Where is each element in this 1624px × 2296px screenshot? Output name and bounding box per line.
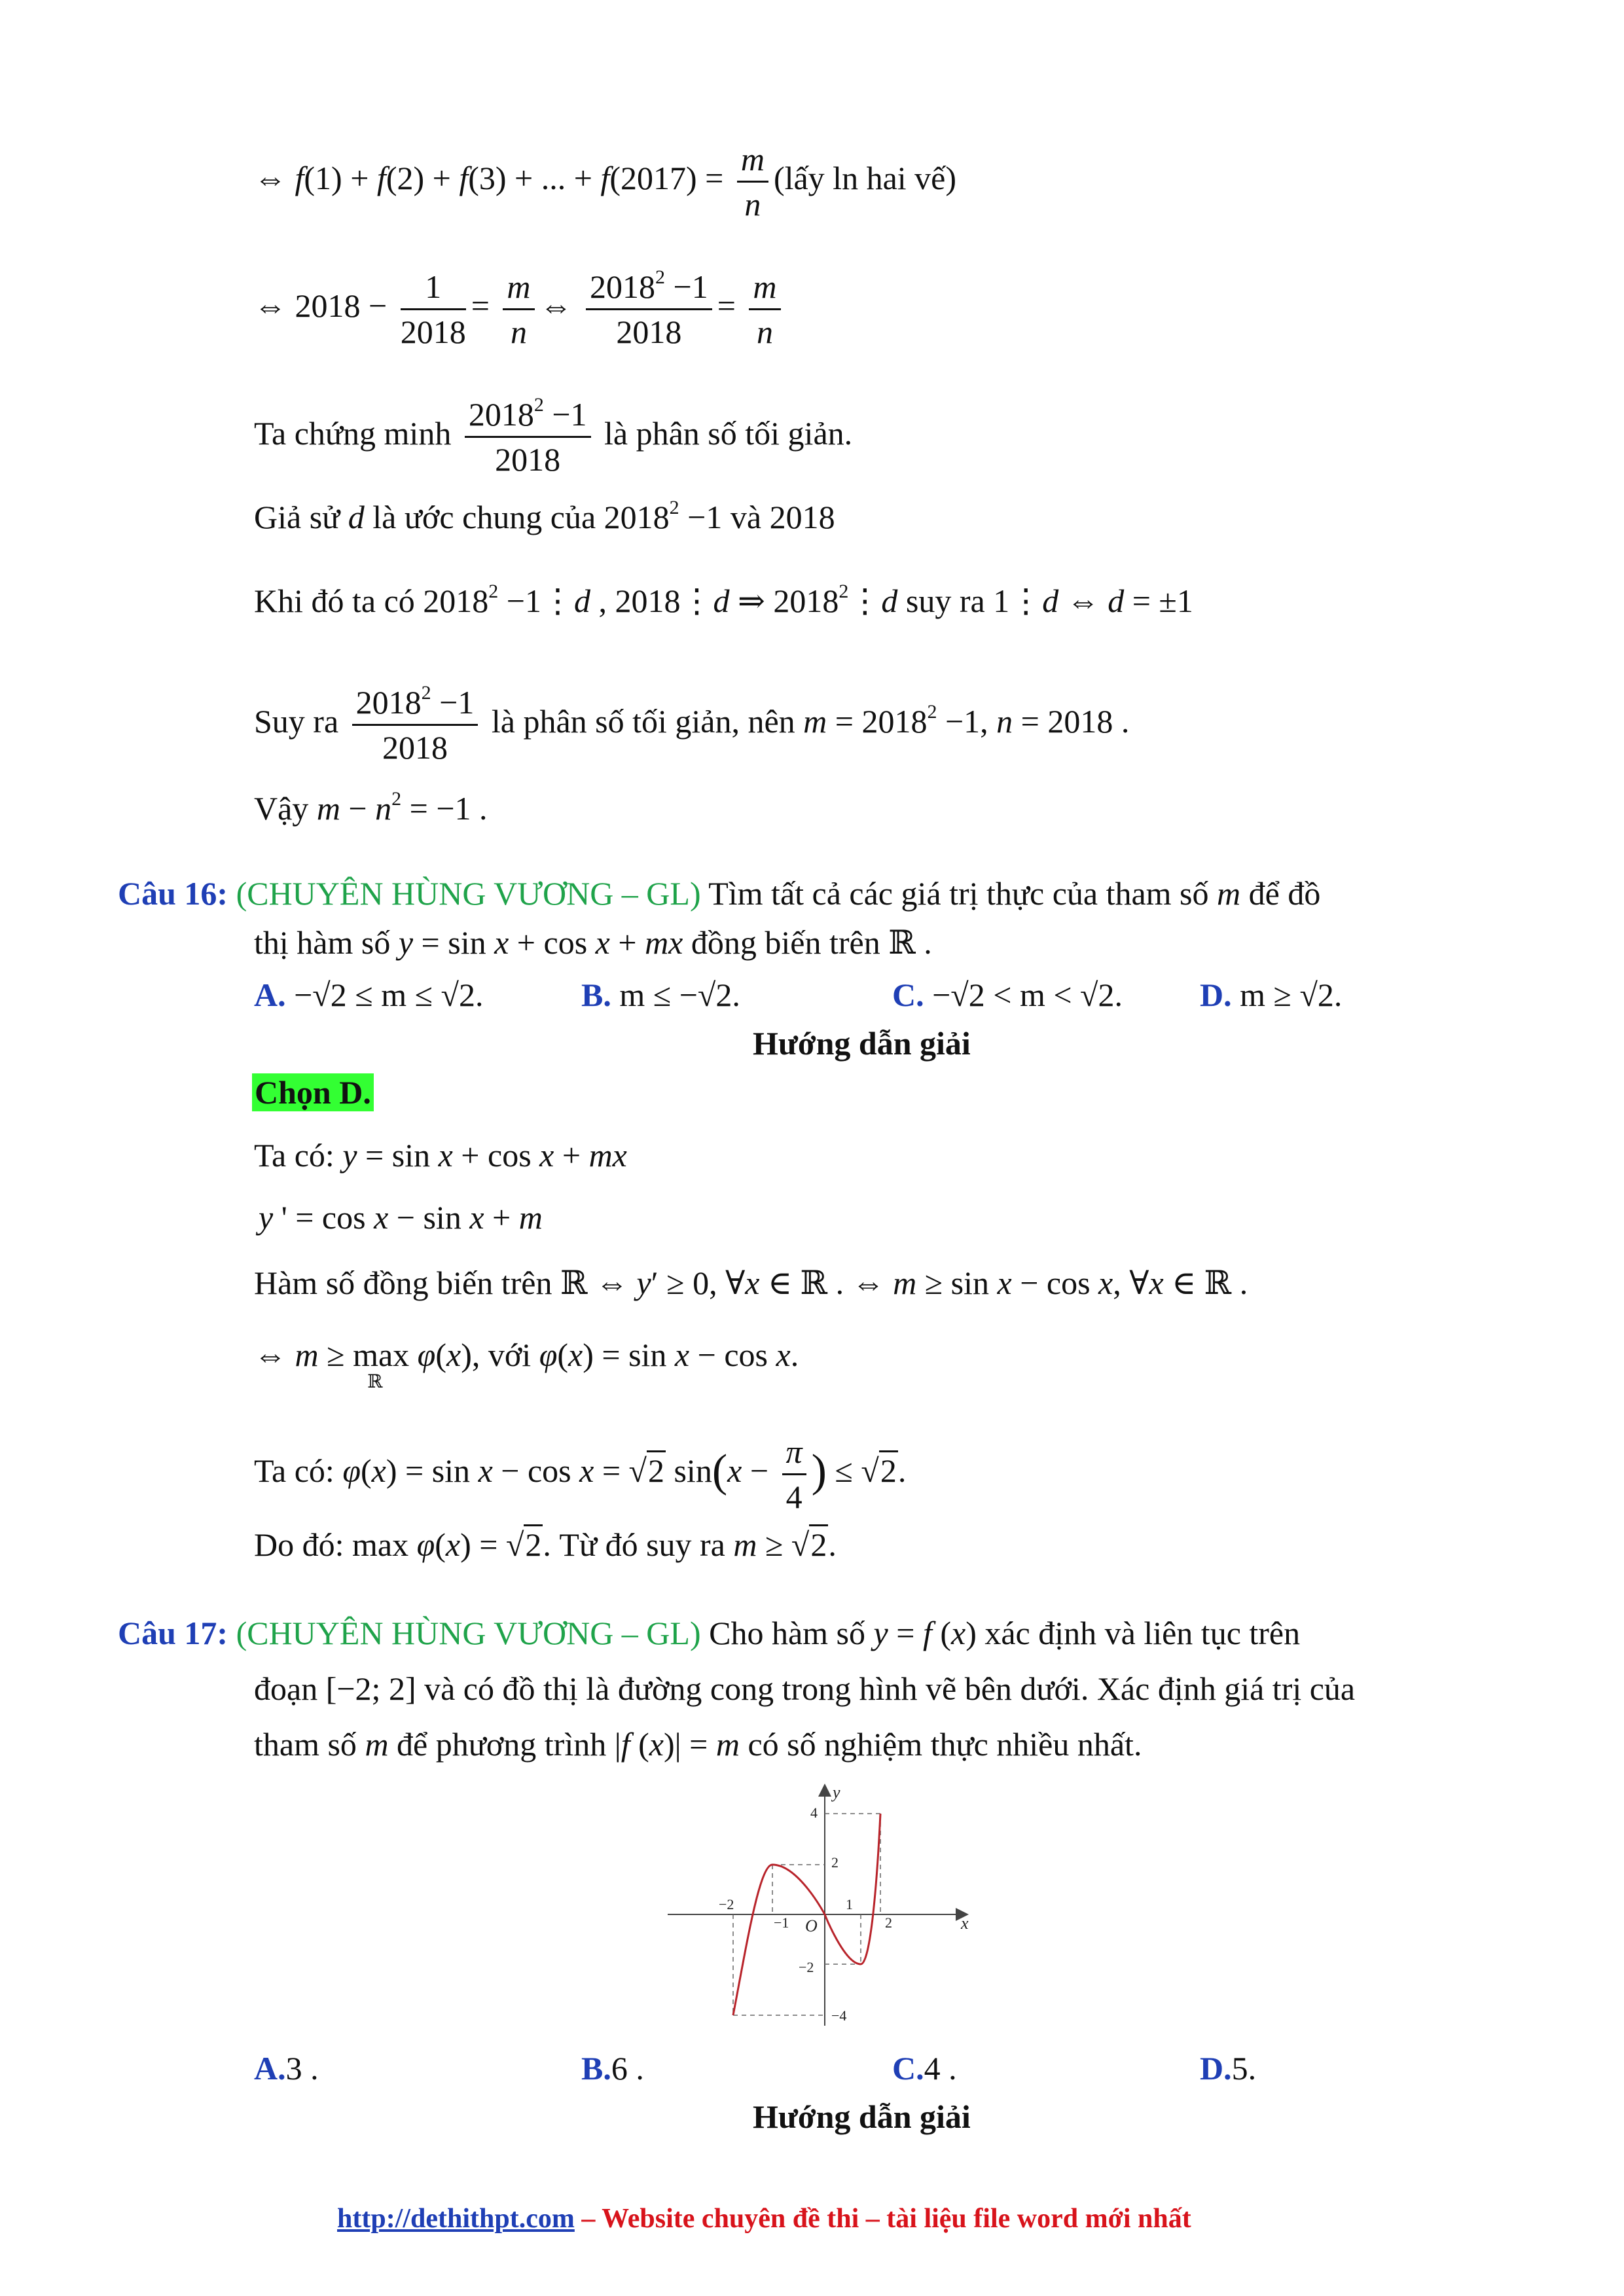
solution-16-line-3: Hàm số đồng biến trên ℝ ⇔ y′ ≥ 0, ∀x ∈ ℝ . ⇔ m ≥ sin x − cos x, ∀x ∈ ℝ . <box>254 1265 1248 1301</box>
tick-ym2: −2 <box>799 1959 814 1975</box>
text-line-3 <box>254 393 852 481</box>
option-b[interactable] <box>581 975 740 1014</box>
tick-y4: 4 <box>810 1804 818 1821</box>
fraction-m-n-3: $\frac{m}{n}$ <box>749 265 780 353</box>
text-line-7: Vậy $m - n^2 = -1$ . <box>254 788 488 827</box>
x-axis-label: x <box>961 1914 969 1933</box>
option-value: 5. <box>1231 2050 1257 2087</box>
option-a[interactable] <box>254 975 483 1014</box>
solution-16-line-4: ⇔ m ≥ max ℝ φ(x), với φ(x) = sin x − cos x. <box>254 1336 799 1392</box>
option-value: 4 . <box>924 2050 957 2087</box>
question-label: Câu 16: <box>118 875 228 912</box>
text-segment: Ta có: <box>254 1137 334 1174</box>
option-letter: A. <box>254 2050 286 2087</box>
solution-16-line-1: Ta có: y = sin x + cos x + mx <box>254 1137 627 1174</box>
text-segment: Từ đó suy ra <box>559 1526 725 1563</box>
text-segment: Do đó: <box>254 1526 344 1563</box>
equation-line-1: ⇔ f(1) + f(2) + f(3) + ... + f(2017) = $\frac{m}{n}$ (lấy ln hai vế) <box>254 137 956 226</box>
question-text: đồng biến trên <box>691 924 880 961</box>
footer <box>337 2203 1191 2234</box>
footer-text: – Website chuyên đề thi – tài liệu file word mới nhất <box>574 2204 1191 2234</box>
function-graph <box>668 1784 988 2032</box>
tick-xm1: −1 <box>774 1914 789 1931</box>
question-text: để đồ <box>1248 875 1321 912</box>
text-line-4: Giả sử d là ước chung của $2018^2 -1$ và 2018 <box>254 497 835 535</box>
question-text: có số nghiệm thực nhiều nhất. <box>748 1726 1142 1763</box>
fraction-2018sq-c: $\frac{2018^2 -1}{2018}$ <box>352 681 478 769</box>
text-segment: là ước chung của <box>372 499 596 535</box>
tick-ym4: −4 <box>831 2007 847 2024</box>
option-value: −√2 < m < √2. <box>932 977 1123 1013</box>
footer-link[interactable]: http://dethithpt.com <box>337 2204 575 2234</box>
tick-xm2: −2 <box>719 1896 734 1912</box>
option-letter: D. <box>1200 2050 1232 2087</box>
option-value: m ≥ √2. <box>1240 977 1343 1013</box>
text-segment: Vậy <box>254 790 309 827</box>
text-segment: Ta chứng minh <box>254 414 452 452</box>
question-source: (CHUYÊN HÙNG VƯƠNG – GL) <box>236 875 701 912</box>
fraction-2018sq: $\frac{2018^2 -1}{2018}$ <box>586 265 712 353</box>
guide-heading-17: Hướng dẫn giải <box>753 2098 971 2135</box>
guide-heading-16: Hướng dẫn giải <box>753 1025 971 1062</box>
question-text: và có đồ thị là đường cong trong hình vẽ bên dưới. Xác định giá trị của <box>424 1670 1356 1707</box>
text-segment: Ta có: <box>254 1452 334 1489</box>
option-letter: C. <box>892 2050 924 2087</box>
question-16-line-1: Câu 16: (CHUYÊN HÙNG VƯƠNG – GL) Tìm tất cả các giá trị thực của tham số m để đồ <box>118 875 1321 912</box>
fraction-m-n-2: $\frac{m}{n}$ <box>503 265 534 353</box>
option-letter: D. <box>1200 977 1232 1013</box>
option-letter: A. <box>254 977 286 1013</box>
text-segment: Giả sử <box>254 499 340 535</box>
text-segment: với <box>488 1336 532 1373</box>
question-17-line-2: đoạn [−2; 2] và có đồ thị là đường cong trong hình vẽ bên dưới. Xác định giá trị của <box>254 1670 1356 1707</box>
question-text: để phương trình <box>397 1726 607 1763</box>
equation-line-2: ⇔ 2018 − $\frac{1}{2018}$ = $\frac{m}{n}$ ⇔ $\frac{2018^2 -1}{2018}$ = $\frac{m}{n}$ <box>254 265 786 353</box>
text-segment: là phân số tối giản, nên <box>491 702 795 740</box>
question-17-line-3: tham số m để phương trình |f (x)| = m có số nghiệm thực nhiều nhất. <box>254 1726 1142 1763</box>
question-17-line-1: Câu 17: (CHUYÊN HÙNG VƯƠNG – GL) Cho hàm số y = f (x) xác định và liên tục trên <box>118 1615 1301 1651</box>
text-segment: là phân số tối giản. <box>604 414 853 452</box>
fraction-1-2018: $\frac{1}{2018}$ <box>401 265 466 353</box>
text-segment: và <box>730 499 762 535</box>
option-d[interactable] <box>1200 2049 1256 2088</box>
text-line-5: Khi đó ta có $2018^2$ −1⋮d , 2018⋮d ⇒ 2018$^2$⋮d suy ra 1⋮d ⇔ d = ±1 <box>254 581 1193 619</box>
question-source: (CHUYÊN HÙNG VƯƠNG – GL) <box>236 1615 701 1651</box>
option-c[interactable] <box>892 975 1123 1014</box>
solution-16-line-2: y ' = cos x − sin x + m <box>259 1199 543 1236</box>
question-text: tham số <box>254 1726 357 1763</box>
note-text: (lấy ln hai vế) <box>773 159 956 196</box>
option-value: 3 . <box>285 2050 319 2087</box>
question-text: Tìm tất cả các giá trị thực của tham số <box>708 875 1209 912</box>
tick-x1: 1 <box>846 1896 853 1912</box>
question-text: Cho hàm số <box>709 1615 866 1651</box>
origin-label: O <box>805 1916 818 1935</box>
solution-16-line-6: Do đó: max φ(x) = √2. Từ đó suy ra m ≥ √2. <box>254 1525 837 1564</box>
tick-x2: 2 <box>885 1914 892 1931</box>
question-text: thị hàm số <box>254 924 391 961</box>
answer-highlight-16: Chọn D. <box>252 1073 374 1111</box>
text-segment: Hàm số đồng biến trên <box>254 1265 552 1301</box>
y-axis-label: y <box>833 1784 840 1802</box>
solution-16-line-5: Ta có: φ(x) = sin x − cos x = √2 sin(x − $\frac{\pi}{4}$ ) ≤ √2. <box>254 1430 906 1518</box>
option-value: m ≤ −√2. <box>619 977 740 1013</box>
option-letter: B. <box>581 2050 611 2087</box>
text-segment: Khi đó ta có <box>254 583 415 619</box>
fraction-2018sq-b: $\frac{2018^2 -1}{2018}$ <box>465 393 591 481</box>
option-a[interactable] <box>254 2049 319 2088</box>
fraction-m-n: $\frac{m}{n}$ <box>737 137 768 226</box>
tick-y2: 2 <box>831 1854 839 1871</box>
option-b[interactable] <box>581 2049 644 2088</box>
option-d[interactable] <box>1200 975 1342 1014</box>
option-letter: B. <box>581 977 611 1013</box>
question-label: Câu 17: <box>118 1615 228 1651</box>
text-line-6: Suy ra $\frac{2018^2 -1}{2018}$ là phân số tối giản, nên $m = 2018^2 -1$, n = 2018 . <box>254 681 1129 769</box>
question-16-line-2: thị hàm số y = sin x + cos x + mx đồng biến trên ℝ . <box>254 924 932 961</box>
fraction-pi-4: $\frac{\pi}{4}$ <box>782 1430 806 1518</box>
question-text: xác định và liên tục trên <box>984 1615 1301 1651</box>
text-segment: suy ra <box>905 583 985 619</box>
text-segment: Suy ra <box>254 702 339 740</box>
question-text: đoạn <box>254 1670 318 1707</box>
option-letter: C. <box>892 977 924 1013</box>
option-value: −√2 ≤ m ≤ √2. <box>294 977 484 1013</box>
option-c[interactable] <box>892 2049 957 2088</box>
option-value: 6 . <box>611 2050 644 2087</box>
